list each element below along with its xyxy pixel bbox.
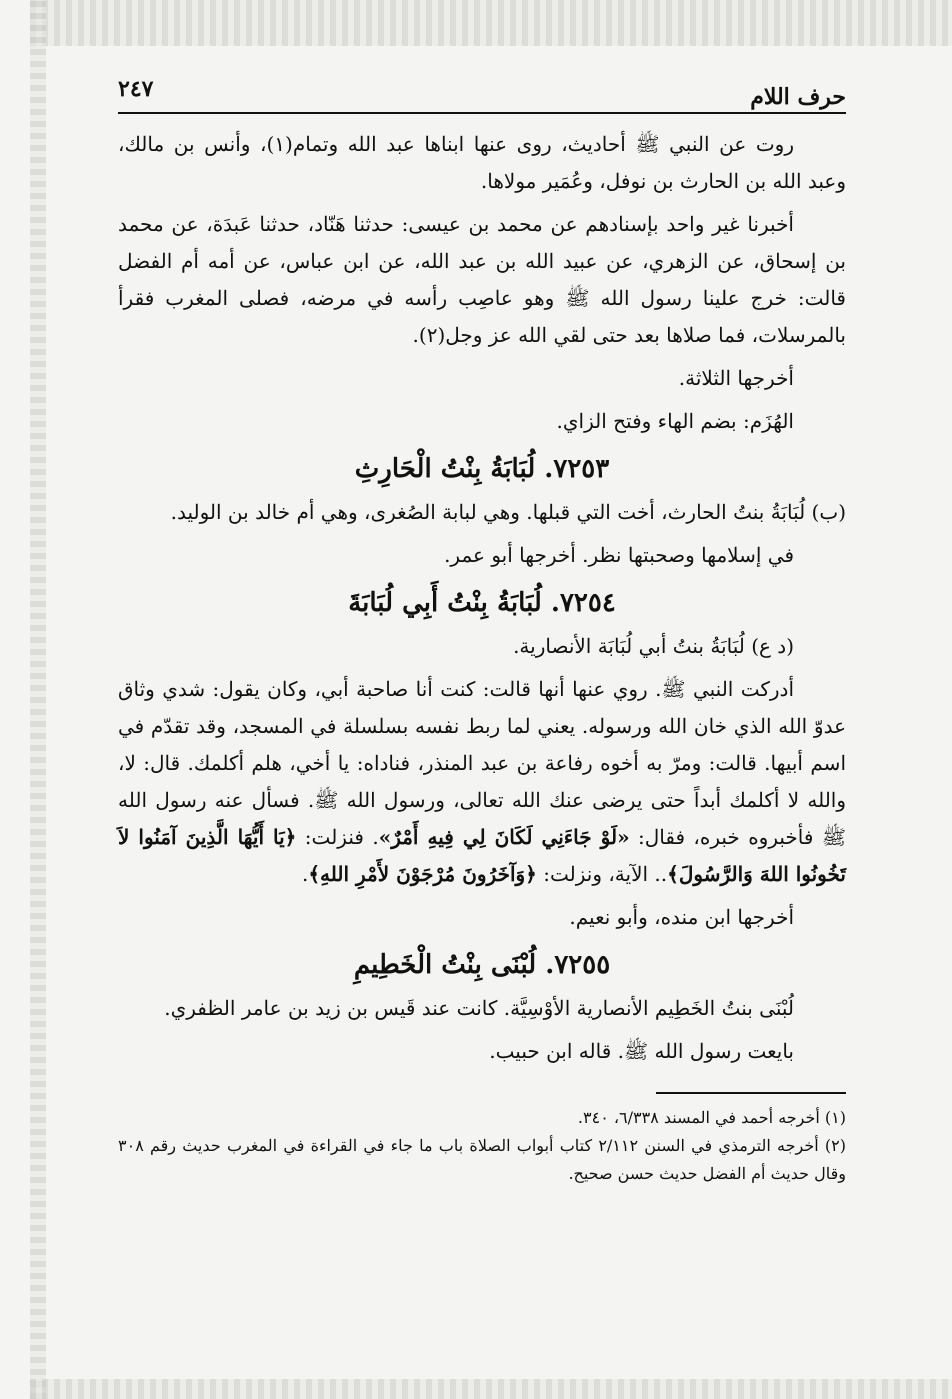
decorative-border-top bbox=[30, 0, 952, 46]
paragraph-entry-7254-source: أخرجها ابن منده، وأبو نعيم. bbox=[569, 905, 794, 929]
narration-text-a: أدركت النبي ﷺ. روي عنها أنها قالت: كنت أنا صاحبة أبي، وكان يقول: شدي وثاق عدوّ الله الذي خان الله ورسوله. يعني لما ربط نفسه بسلسلة في المسجد، وقد تقدّم في اسم أبيها. قالت: ومرّ به أخوه رفاعة بن عبد المنذر، فناداه: يا أخي، هلم أكلمك. قال: لا، والله لا أكلمك أبداً حتى يرضى عنك الله تعالى، ورسول الله ﷺ. فسأل عنه رسول الله ﷺ فأخبروه خبره، فقال: bbox=[118, 677, 846, 849]
decorative-border-left bbox=[30, 0, 46, 1399]
narration-text-d: . bbox=[301, 862, 309, 886]
narration-text-c: .. الآية، ونزلت: bbox=[536, 862, 668, 886]
paragraph-isnad: أخبرنا غير واحد بإسنادهم عن محمد بن عيسى: حدثنا هَنّاد، حدثنا عَبدَة، عن محمد بن إسحاق، عن الزهري، عن عبيد الله بن عبد الله، عن ابن عباس، عن أمه أم الفضل قالت: خرج علينا رسول الله ﷺ وهو عاصِب رأسه في مرضه، فصلى المغرب فقرأ بالمرسلات، فما صلاها بعد حتى لقي الله عز وجل(٢). bbox=[118, 212, 846, 347]
paragraph-entry-7253: (ب) لُبَابَةُ بنتُ الحارث، أخت التي قبلها. وهي لبابة الصُغرى، وهي أم خالد بن الوليد. bbox=[170, 500, 846, 524]
paragraph-narrators: روت عن النبي ﷺ أحاديث، روى عنها ابناها عبد الله وتمام(١)، وأنس بن مالك، وعبد الله بن الحارث بن نوفل، وعُمَير مولاها. bbox=[118, 132, 846, 193]
paragraph-vocalization: الهُزَم: بضم الهاء وفتح الزاي. bbox=[556, 409, 794, 433]
entry-title-7253: ٧٢٥٣. لُبَابَةُ بِنْتُ الْحَارِثِ bbox=[354, 454, 610, 484]
quran-verse-2: ﴿وَآخَرُونَ مُرْجَوْنَ لأَمْرِ اللهِ﴾ bbox=[308, 862, 537, 886]
footnote-separator bbox=[656, 1092, 846, 1094]
paragraph-entry-7254: (د ع) لُبَابَةُ بنتُ أبي لُبَابَة الأنصارية. bbox=[513, 634, 794, 658]
paragraph-entry-7255-note: بايعت رسول الله ﷺ. قاله ابن حبيب. bbox=[489, 1039, 794, 1063]
page-header bbox=[118, 72, 846, 114]
running-title: حرف اللام bbox=[750, 84, 846, 110]
entry-title-7255: ٧٢٥٥. لُبْنَى بِنْتُ الْخَطِيمِ bbox=[353, 950, 611, 980]
footnote-2: (٢) أخرجه الترمذي في السنن ٢/١١٢ كتاب أبواب الصلاة باب ما جاء في القراءة في المغرب حديث رقم ٣٠٨ وقال حديث أم الفضل حديث حسن صحيح. bbox=[118, 1136, 847, 1183]
paragraph-entry-7254-narration bbox=[118, 671, 846, 893]
paragraph-entry-7255: لُبْنَى بنتُ الخَطِيم الأنصارية الأوْسِيَّة. كانت عند قَيس بن زيد بن عامر الظفري. bbox=[164, 996, 794, 1020]
footnote-1: (١) أخرجه أحمد في المسند ٦/٣٣٨، ٣٤٠. bbox=[577, 1108, 846, 1127]
narration-text-b: . فنزلت: bbox=[296, 825, 379, 849]
quran-verse-1: ﴿يَا أَيُّهَا الَّذِينَ آمَنُوا لاَ تَخُونُوا اللهَ وَالرَّسُولَ﴾ bbox=[118, 825, 846, 886]
page-number: ٢٤٧ bbox=[118, 76, 154, 102]
paragraph-source: أخرجها الثلاثة. bbox=[678, 366, 794, 390]
decorative-border-bottom bbox=[30, 1379, 952, 1399]
paragraph-entry-7253-note: في إسلامها وصحبتها نظر. أخرجها أبو عمر. bbox=[444, 543, 794, 567]
hadith-quote: «لَوْ جَاءَنِي لَكَانَ لِي فِيهِ أَمْرٌ» bbox=[378, 825, 630, 849]
book-page bbox=[118, 72, 846, 1372]
entry-title-7254: ٧٢٥٤. لُبَابَةُ بِنْتُ أَبِي لُبَابَةَ bbox=[348, 588, 616, 618]
